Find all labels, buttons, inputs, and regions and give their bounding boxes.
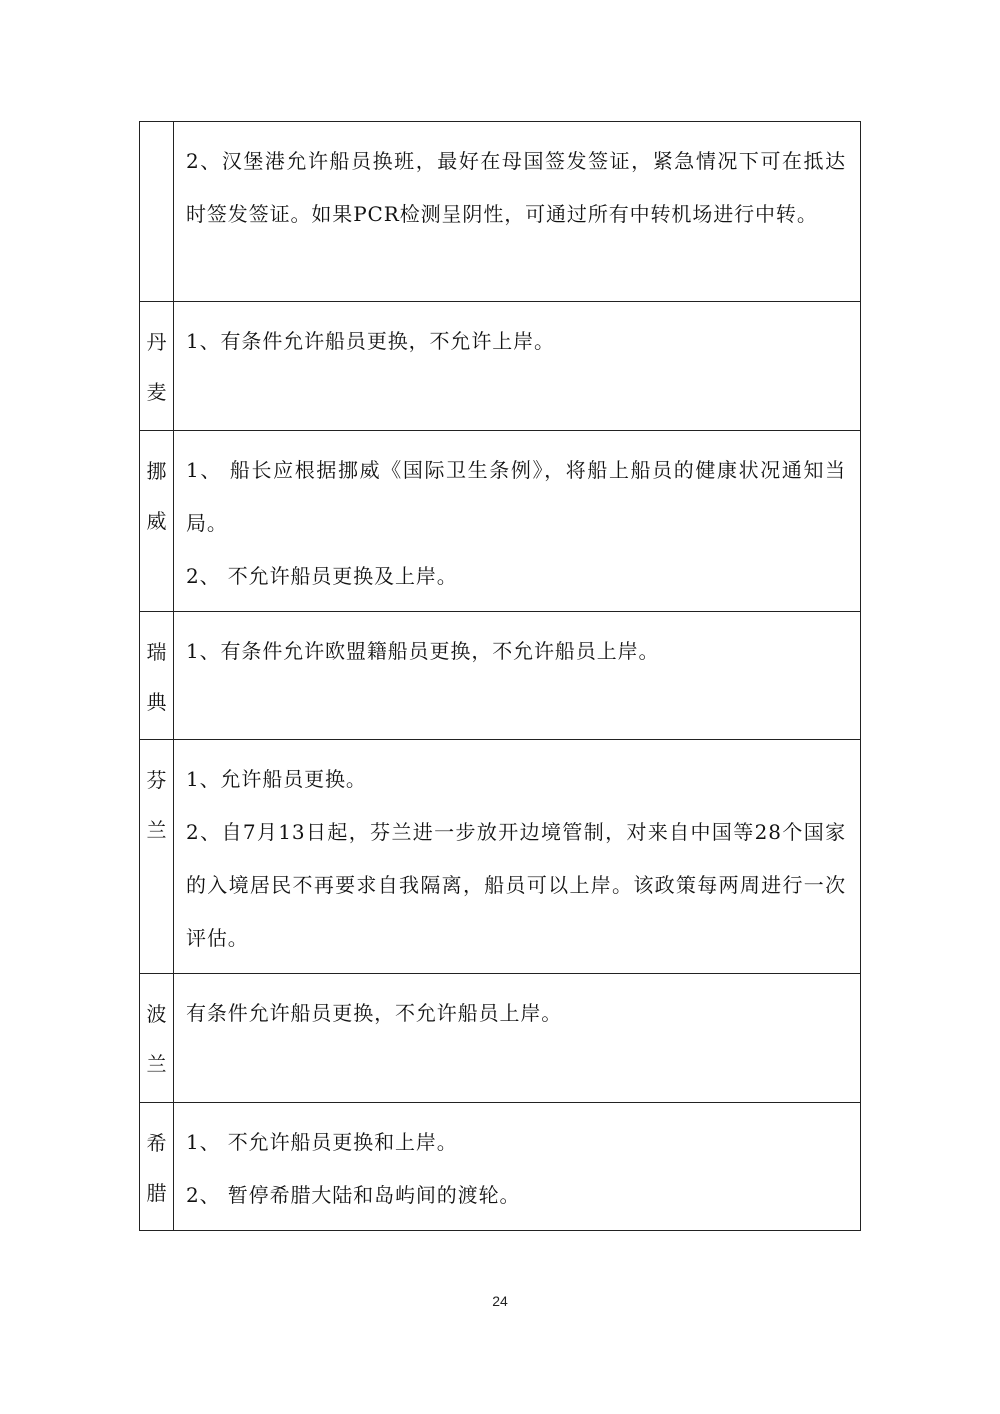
table-row: [140, 612, 861, 740]
country-name-char: 希: [146, 1131, 167, 1155]
table-row: [140, 1103, 861, 1231]
policy-item: 2、 不允许船员更换及上岸。: [186, 564, 458, 588]
policy-item: 1、 不允许船员更换和上岸。: [186, 1130, 458, 1154]
country-cell: [140, 1103, 174, 1231]
country-cell: [140, 431, 174, 612]
country-name-char: 芬: [146, 768, 167, 792]
country-name-char: 波: [146, 1002, 167, 1026]
policy-item: 2、自7月13日起，芬兰进一步放开边境管制，对来自中国等28个国家的入境居民不再要求自我隔离，船员可以上岸。该政策每两周进行一次评估。: [186, 820, 846, 950]
policy-cell: [174, 431, 861, 612]
policy-item: 有条件允许船员更换，不允许船员上岸。: [186, 1001, 563, 1025]
country-name-char: 兰: [146, 1052, 167, 1076]
policy-cell: [174, 122, 861, 302]
country-name-char: 麦: [146, 380, 167, 404]
policy-cell: [174, 974, 861, 1103]
policy-item: 2、汉堡港允许船员换班，最好在母国签发签证，紧急情况下可在抵达时签发签证。如果PCR检测呈阴性，可通过所有中转机场进行中转。: [186, 149, 846, 226]
country-cell: [140, 740, 174, 974]
table-row: [140, 740, 861, 974]
country-cell: [140, 612, 174, 740]
policy-item: 1、有条件允许船员更换，不允许上岸。: [186, 329, 555, 353]
policy-item: 1、允许船员更换。: [186, 767, 367, 791]
country-policy-table: [139, 121, 861, 1231]
country-name-char: 瑞: [146, 640, 167, 664]
policy-cell: [174, 1103, 861, 1231]
country-name-char: 丹: [146, 330, 167, 354]
policy-item: 1、有条件允许欧盟籍船员更换，不允许船员上岸。: [186, 639, 660, 663]
policy-item: 2、 暂停希腊大陆和岛屿间的渡轮。: [186, 1183, 521, 1207]
policy-cell: [174, 302, 861, 431]
policy-cell: [174, 740, 861, 974]
policy-cell: [174, 612, 861, 740]
policy-item: 1、 船长应根据挪威《国际卫生条例》，将船上船员的健康状况通知当局。: [186, 458, 846, 535]
country-name-char: 典: [146, 690, 167, 714]
table-body: [140, 122, 861, 1231]
table-row: [140, 122, 861, 302]
country-cell: [140, 974, 174, 1103]
country-cell: [140, 302, 174, 431]
country-name-char: 威: [146, 509, 167, 533]
country-name-char: 兰: [146, 818, 167, 842]
country-cell: [140, 122, 174, 302]
table-row: [140, 302, 861, 431]
table-row: [140, 974, 861, 1103]
country-name-char: 挪: [146, 459, 167, 483]
country-name-char: 腊: [146, 1181, 167, 1205]
page-number: 24: [492, 1293, 508, 1309]
table-row: [140, 431, 861, 612]
